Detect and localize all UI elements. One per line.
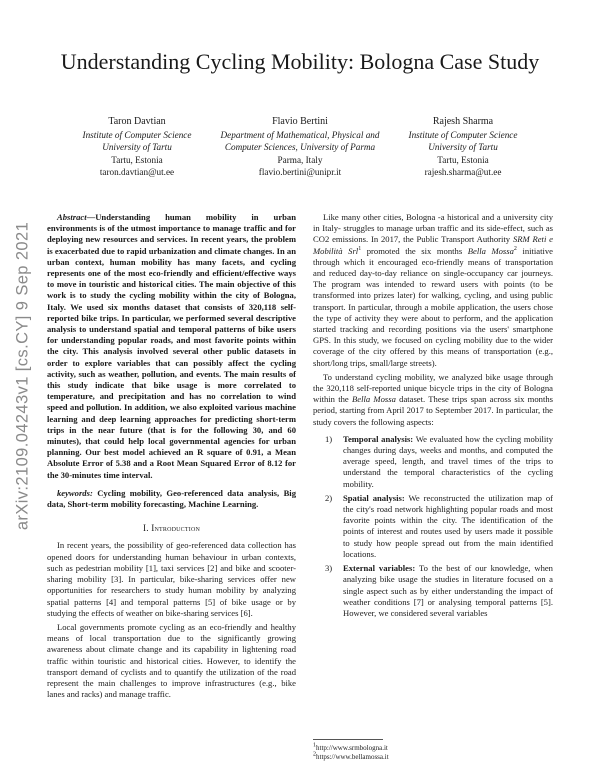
list-item-text: We evaluated how the cycling mobility changes during days, weeks and months, and computed the average speed, length, and travel times of the trips to understand the temporal characteristics of the cycling mobility.	[343, 433, 553, 489]
list-item-text: We reconstructed the utilization map of the city's road network highlighting popular roads and most favorite points within the city. The identification of the points of interest and routes used by users made it possible to study how people spread out from the main identified locations.	[343, 492, 554, 559]
list-item	[313, 434, 553, 490]
list-number: 2)	[325, 492, 333, 503]
text-run: promoted the six months	[361, 245, 468, 256]
author-email: taron.davtian@ut.ee	[99, 167, 175, 177]
author-affiliation: Department of Mathematical, Physical and Computer Sciences, University of Parma	[220, 129, 380, 152]
intro-paragraph-1: In recent years, the possibility of geo-referenced data collection has opened doors for understanding human behaviour in urban contexts, such as pedestrian mobility [1], taxi services [2] and bike and scooter-sharing mobility [3]. In particular, bike-sharing services offer new opportunities for researchers to study human mobility by analyzing spatial patterns [4] and temporal patterns [5] of bike usage or by studying the effects of weather on bike-sharing services [6].	[47, 540, 296, 618]
footnote-1	[313, 744, 553, 753]
list-item	[313, 493, 553, 560]
text-run: To understand cycling mobility, we analyzed bike usage through the 320,118 self-reported unique bicycle trips in the city of Bologna within the	[313, 371, 553, 405]
text-run-italic: Bella Mossa	[467, 245, 514, 256]
author-location: Tartu, Estonia	[111, 154, 163, 165]
footnote-mark: 1	[358, 245, 362, 252]
right-paragraph-2	[313, 372, 553, 428]
list-item-label: Temporal analysis:	[343, 433, 414, 444]
footnote-link[interactable]: http://www.srmbologna.it	[316, 744, 388, 752]
author-block-3	[368, 116, 558, 179]
arxiv-stamp-text: arXiv:2109.04243v1 [cs.CY] 9 Sep 2021	[13, 221, 32, 531]
abstract-label: Abstract	[57, 212, 87, 222]
author-location: Tartu, Estonia	[437, 154, 489, 165]
footnote-link[interactable]: https://www.bellamossa.it	[316, 753, 389, 761]
footnote-mark: 1	[313, 742, 316, 749]
right-paragraph-1	[313, 212, 553, 369]
keywords	[47, 488, 296, 510]
text-run-italic: SRM Reti e Mobilità Srl	[313, 234, 553, 256]
author-affiliation: Institute of Computer Science University of Tartu	[408, 129, 518, 152]
footnote-mark: 2	[513, 245, 517, 252]
author-block-1	[42, 116, 232, 179]
footnote-2	[313, 753, 553, 762]
intro-paragraph-2: Local governments promote cycling as an eco-friendly and healthy means of local transportation due to the significantly growing awareness about climate change and its capability in lightening road traffic within touristic and historical cities. However, to identify the transport demand of cyclists and to quantify the utilization of the road represent the main challenges to improve infrastructures (e.g., bike lanes and racks) and manage traffic.	[47, 621, 296, 700]
left-column	[47, 212, 296, 700]
footnote-rule	[313, 739, 383, 740]
text-run: Like many other cities, Bologna -a historical and a university city in Italy- struggles to manage urban traffic and its side-effect, such as CO2 emissions. In 2017, the Public Transport Authority	[313, 212, 553, 245]
aspects-list	[313, 434, 553, 619]
author-email: flavio.bertini@unipr.it	[258, 167, 342, 177]
list-item-label: External variables:	[343, 563, 416, 574]
keywords-text: Cycling mobility, Geo-referenced data analysis, Big data, Short-term mobility forecasting, Machine Learning.	[47, 487, 296, 510]
arxiv-stamp	[4, 196, 42, 556]
text-run-italic: Bella Mossa	[352, 394, 396, 405]
list-number: 3)	[325, 563, 333, 574]
author-block-2	[205, 116, 395, 179]
paper-title: Understanding Cycling Mobility: Bologna Case Study	[60, 49, 540, 74]
abstract	[47, 212, 296, 481]
text-run: initiative through which it encouraged eco-friendly means of transportation and reduced day-to-day reliance on single-occupancy car journeys. The program was intended to reward users with points (to be transformed into prizes later) for walking, cycling, and using public transport. In particular, through a mobile application, the users chose the type of activity they were about to perform, and the application started tracking and recording positions via the users' smartphone GPS. In this study, we focused on cycling mobility due to the wider coverage of the city offered by this means of transportation (e.g., short/long trips, small/large streets).	[313, 245, 553, 368]
list-item	[313, 563, 553, 619]
author-location: Parma, Italy	[277, 154, 323, 165]
text-run: dataset. These trips span across six months period, starting from April 2017 to September 2017. In particular, the study covers the following aspects:	[313, 394, 553, 427]
list-number: 1)	[325, 433, 333, 444]
footnote-mark: 2	[313, 751, 316, 758]
author-email: rajesh.sharma@ut.ee	[424, 167, 502, 177]
list-item-label: Spatial analysis:	[343, 492, 405, 503]
author-name: Rajesh Sharma	[432, 116, 494, 127]
footnotes	[313, 739, 553, 762]
author-name: Taron Davtian	[108, 116, 166, 127]
section-heading-introduction: I. Introduction	[142, 523, 201, 534]
abstract-text: —Understanding human mobility in urban environments is of the utmost importance to manage traffic and for deploying new resources and services. In recent years, the problem is exacerbated due to rapid urbanization and climate changes. In an urban context, human mobility has many facets, and cycling represents one of the most eco-friendly and efficient/effective ways to move in touristic and historical cities. The main objective of this work is to study the cycling mobility within the city of Bologna, Italy. We used six months dataset that consists of 320,118 self-reported bike trips. In particular, we performed several descriptive analysis to understand spatial and temporal patterns of bike users for understanding popular roads, and most favorite points within the city. This analysis involved several other public datasets in order to explore variables that can possibly affect the cycling activity, such as weather, pollution, and events. The main results of this study indicate that bike usage is more correlated to temperature, and precipitation and has no correlation to wind speed and pollution. In addition, we also exploited various machine learning and deep learning approaches for predicting short-term trips in the near future (that is for the following 30, and 60 minutes), that could help local governmental agencies for urban planning. Our best model achieved an R square of 0.91, a Mean Absolute Error of 5.38 and a Root Mean Squared Error of 8.12 for the 30-minutes time interval.	[47, 212, 296, 480]
keywords-label: keywords:	[57, 487, 93, 498]
list-item-text: To the best of our knowledge, when analyzing bike usage the studies in literature focused on a single aspect such as by either understanding the impact of weather conditions [7] or analysing temporal patterns [5]. However, we considered several variables	[343, 563, 553, 618]
author-name: Flavio Bertini	[272, 116, 328, 127]
author-affiliation: Institute of Computer Science University of Tartu	[82, 129, 192, 152]
right-column	[313, 212, 553, 622]
